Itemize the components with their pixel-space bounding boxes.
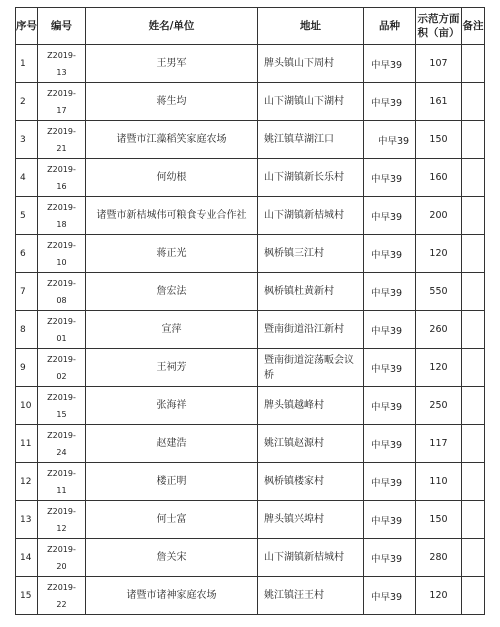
row-name: 蒋正光 (86, 235, 258, 273)
row-name: 楼正明 (86, 463, 258, 501)
table-row (16, 387, 485, 425)
table-row (16, 349, 485, 387)
row-variety: 中早39 (364, 539, 416, 577)
row-name: 詹关宋 (86, 539, 258, 577)
row-variety: 中早39 (364, 83, 416, 121)
row-code-prefix: Z2019- (47, 392, 76, 402)
row-name: 詹宏法 (86, 273, 258, 311)
row-address: 山下湖镇山下湖村 (258, 83, 364, 121)
row-code-prefix: Z2019- (47, 316, 76, 326)
row-remark (462, 159, 485, 197)
row-code-prefix: Z2019- (47, 354, 76, 364)
row-code-prefix: Z2019- (47, 544, 76, 554)
table-row (16, 539, 485, 577)
row-sn: 4 (16, 159, 38, 197)
row-code (38, 349, 86, 387)
row-sn: 9 (16, 349, 38, 387)
table-row (16, 159, 485, 197)
row-code-prefix: Z2019- (47, 50, 76, 60)
table-row (16, 121, 485, 159)
row-variety: 中早39 (364, 273, 416, 311)
row-sn: 11 (16, 425, 38, 463)
row-code (38, 577, 86, 615)
row-remark (462, 501, 485, 539)
row-name: 蒋生均 (86, 83, 258, 121)
row-code (38, 539, 86, 577)
table-row (16, 197, 485, 235)
row-code-number: 11 (56, 485, 67, 495)
row-remark (462, 463, 485, 501)
table-row (16, 577, 485, 615)
table-row (16, 501, 485, 539)
row-code-prefix: Z2019- (47, 506, 76, 516)
row-code (38, 121, 86, 159)
row-code (38, 501, 86, 539)
row-code-number: 18 (56, 219, 67, 229)
row-address: 枫桥镇三江村 (258, 235, 364, 273)
row-area: 150 (416, 501, 462, 539)
row-sn: 3 (16, 121, 38, 159)
row-variety: 中早39 (364, 121, 416, 159)
header-name: 姓名/单位 (86, 8, 258, 45)
row-variety: 中早39 (364, 311, 416, 349)
row-code (38, 197, 86, 235)
row-code-number: 20 (56, 561, 67, 571)
table-row (16, 463, 485, 501)
row-area: 280 (416, 539, 462, 577)
row-name: 张海祥 (86, 387, 258, 425)
header-area: 示范方面积（亩） (416, 8, 462, 45)
row-variety: 中早39 (364, 235, 416, 273)
row-code-number: 12 (56, 523, 67, 533)
row-remark (462, 83, 485, 121)
row-code-prefix: Z2019- (47, 126, 76, 136)
row-address: 暨南街道淀荡畈会议桥 (258, 349, 364, 387)
row-address: 牌头镇兴埠村 (258, 501, 364, 539)
row-code-number: 13 (56, 67, 67, 77)
row-address: 牌头镇越峰村 (258, 387, 364, 425)
table-row (16, 235, 485, 273)
row-sn: 13 (16, 501, 38, 539)
row-name: 何幼根 (86, 159, 258, 197)
row-area: 161 (416, 83, 462, 121)
row-name: 王祠芳 (86, 349, 258, 387)
row-code-prefix: Z2019- (47, 430, 76, 440)
row-code (38, 235, 86, 273)
row-code-number: 22 (56, 599, 67, 609)
row-remark (462, 387, 485, 425)
header-sn: 序号 (16, 8, 38, 45)
row-sn: 15 (16, 577, 38, 615)
row-sn: 14 (16, 539, 38, 577)
row-remark (462, 45, 485, 83)
row-area: 550 (416, 273, 462, 311)
row-code-prefix: Z2019- (47, 240, 76, 250)
header-remark: 备注 (462, 8, 485, 45)
row-area: 120 (416, 235, 462, 273)
row-code-prefix: Z2019- (47, 468, 76, 478)
table-row (16, 311, 485, 349)
row-address: 山下湖镇新桔城村 (258, 539, 364, 577)
table-row (16, 83, 485, 121)
row-sn: 8 (16, 311, 38, 349)
row-code-number: 10 (56, 257, 67, 267)
row-code-number: 01 (56, 333, 67, 343)
row-code (38, 311, 86, 349)
header-variety: 品种 (364, 8, 416, 45)
row-code-number: 16 (56, 181, 67, 191)
row-remark (462, 577, 485, 615)
row-address: 姚江镇汪王村 (258, 577, 364, 615)
row-name: 何士富 (86, 501, 258, 539)
row-remark (462, 197, 485, 235)
row-sn: 5 (16, 197, 38, 235)
row-remark (462, 539, 485, 577)
row-area: 120 (416, 349, 462, 387)
row-name: 诸暨市江藻稻笑家庭农场 (86, 121, 258, 159)
row-code (38, 273, 86, 311)
row-variety: 中早39 (364, 45, 416, 83)
row-area: 260 (416, 311, 462, 349)
row-code (38, 387, 86, 425)
row-address: 牌头镇山下周村 (258, 45, 364, 83)
row-remark (462, 235, 485, 273)
row-name: 诸暨市新桔城伟可粮食专业合作社 (86, 197, 258, 235)
row-code-number: 17 (56, 105, 67, 115)
row-address: 山下湖镇新长乐村 (258, 159, 364, 197)
row-sn: 1 (16, 45, 38, 83)
row-code-number: 08 (56, 295, 67, 305)
row-code (38, 159, 86, 197)
row-variety: 中早39 (364, 159, 416, 197)
row-code-prefix: Z2019- (47, 582, 76, 592)
row-code-number: 24 (56, 447, 67, 457)
row-address: 枫桥镇杜黄新村 (258, 273, 364, 311)
table-header-row (16, 8, 485, 45)
row-variety: 中早39 (364, 577, 416, 615)
row-name: 宣萍 (86, 311, 258, 349)
row-remark (462, 273, 485, 311)
row-area: 117 (416, 425, 462, 463)
row-code-prefix: Z2019- (47, 164, 76, 174)
row-variety: 中早39 (364, 197, 416, 235)
row-sn: 12 (16, 463, 38, 501)
row-address: 姚江镇赵源村 (258, 425, 364, 463)
row-code (38, 463, 86, 501)
row-address: 山下湖镇新桔城村 (258, 197, 364, 235)
row-variety: 中早39 (364, 501, 416, 539)
table-row (16, 45, 485, 83)
table-row (16, 273, 485, 311)
row-variety: 中早39 (364, 387, 416, 425)
row-area: 200 (416, 197, 462, 235)
row-address: 姚江镇草湖江口 (258, 121, 364, 159)
row-variety: 中早39 (364, 425, 416, 463)
row-area: 107 (416, 45, 462, 83)
demo-plot-table (15, 7, 485, 615)
row-code-number: 21 (56, 143, 67, 153)
row-area: 250 (416, 387, 462, 425)
row-name: 诸暨市诸神家庭农场 (86, 577, 258, 615)
row-area: 110 (416, 463, 462, 501)
row-area: 120 (416, 577, 462, 615)
row-address: 枫桥镇楼家村 (258, 463, 364, 501)
row-variety: 中早39 (364, 463, 416, 501)
row-code (38, 83, 86, 121)
header-code: 编号 (38, 8, 86, 45)
row-variety: 中早39 (364, 349, 416, 387)
row-sn: 10 (16, 387, 38, 425)
row-area: 160 (416, 159, 462, 197)
row-address: 暨南街道沿江新村 (258, 311, 364, 349)
row-remark (462, 349, 485, 387)
row-sn: 7 (16, 273, 38, 311)
row-name: 赵建浩 (86, 425, 258, 463)
row-remark (462, 121, 485, 159)
row-sn: 6 (16, 235, 38, 273)
row-code-prefix: Z2019- (47, 278, 76, 288)
row-area: 150 (416, 121, 462, 159)
row-remark (462, 311, 485, 349)
row-code-prefix: Z2019- (47, 202, 76, 212)
row-code-prefix: Z2019- (47, 88, 76, 98)
row-code-number: 02 (56, 371, 67, 381)
row-code-number: 15 (56, 409, 67, 419)
table-row (16, 425, 485, 463)
row-code (38, 45, 86, 83)
row-name: 王男军 (86, 45, 258, 83)
row-sn: 2 (16, 83, 38, 121)
row-code (38, 425, 86, 463)
row-remark (462, 425, 485, 463)
header-address: 地址 (258, 8, 364, 45)
